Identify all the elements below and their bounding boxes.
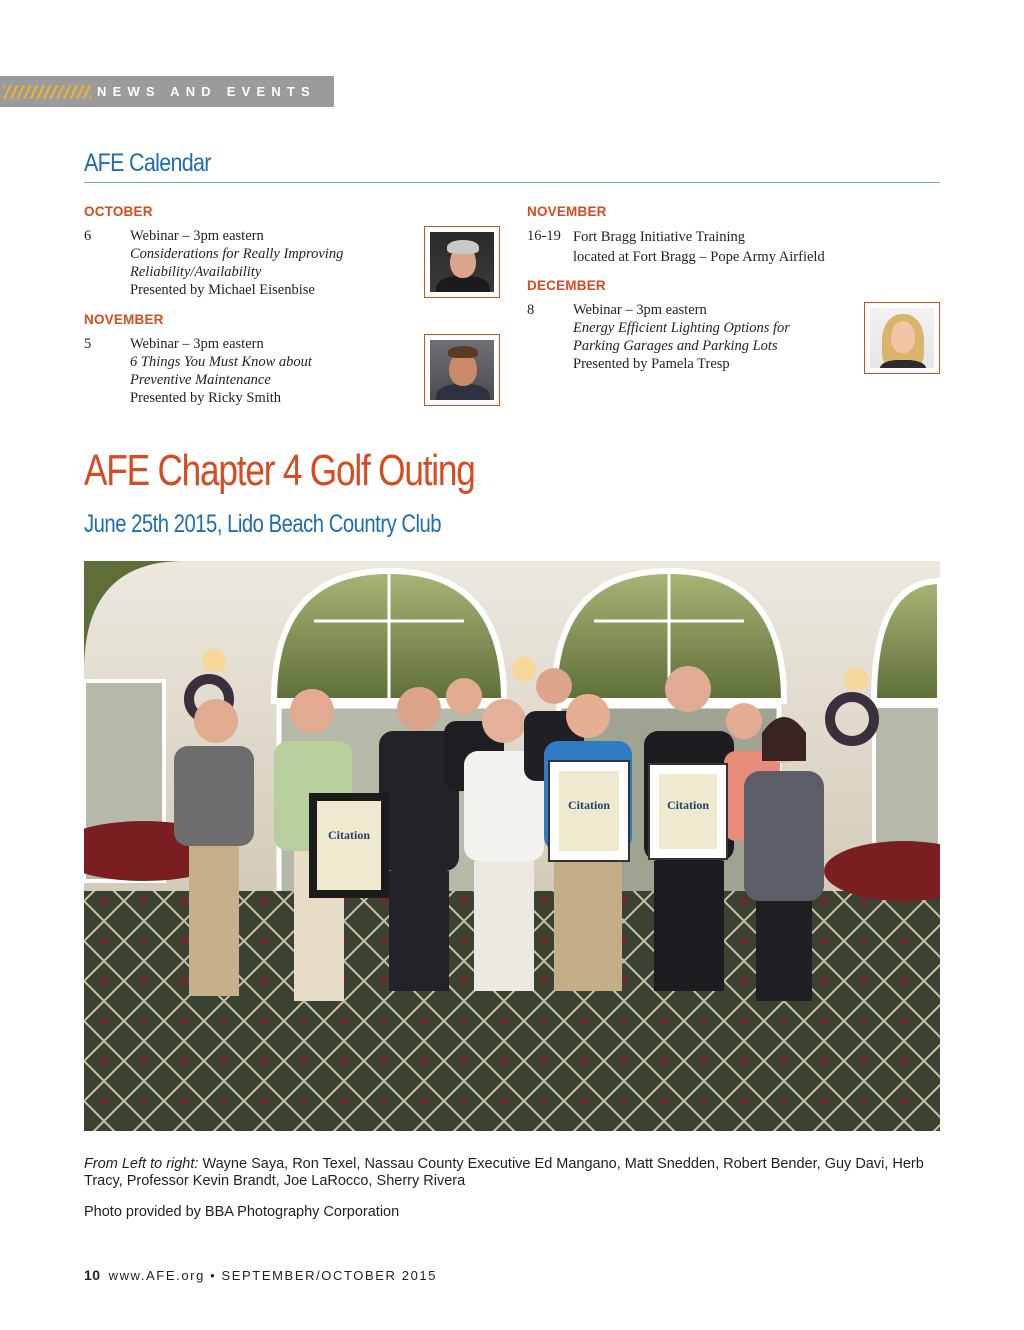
event-details [573, 227, 863, 267]
section-header-bar [0, 76, 334, 107]
event-type: Webinar – 3pm eastern [130, 228, 264, 244]
event-presenter: Presented by Pamela Tresp [573, 356, 730, 372]
event-line: located at Fort Bragg – Pope Army Airfield [573, 249, 825, 265]
article-subtitle: June 25th 2015, Lido Beach Country Club [84, 510, 442, 538]
calendar-divider [84, 182, 940, 183]
event-type: Webinar – 3pm eastern [573, 302, 707, 318]
event-details [130, 335, 420, 407]
month-heading-november: NOVEMBER [527, 204, 607, 219]
page-footer [84, 1267, 437, 1283]
event-date: 6 [84, 228, 92, 244]
event-date: 8 [527, 302, 535, 318]
month-heading-december: DECEMBER [527, 278, 606, 293]
photo-credit: Photo provided by BBA Photography Corporation [84, 1204, 400, 1220]
section-label: NEWS AND EVENTS [97, 84, 316, 99]
event-title-line: Energy Efficient Lighting Options for [573, 320, 790, 336]
event-type: Webinar – 3pm eastern [130, 336, 264, 352]
event-presenter: Presented by Michael Eisenbise [130, 282, 315, 298]
event-title-line: Considerations for Really Improving [130, 246, 344, 262]
citation-label: Citation [568, 798, 610, 812]
presenter-photo-eisenbise [424, 226, 500, 298]
event-title-line: 6 Things You Must Know about [130, 354, 312, 370]
event-title-line: Preventive Maintenance [130, 372, 271, 388]
citation-label: Citation [328, 828, 370, 842]
event-date: 5 [84, 336, 92, 352]
page-number: 10 [84, 1267, 101, 1283]
article-title: AFE Chapter 4 Golf Outing [84, 446, 475, 495]
event-details [573, 301, 863, 373]
portrait-image [430, 232, 494, 292]
event-line: Fort Bragg Initiative Training [573, 229, 745, 245]
citation-label: Citation [667, 798, 709, 812]
presenter-photo-tresp [864, 302, 940, 374]
event-title-line: Parking Garages and Parking Lots [573, 338, 778, 354]
caption-names: Wayne Saya, Ron Texel, Nassau County Executive Ed Mangano, Matt Snedden, Robert Bender, Guy Davi, Herb Tracy, Professor Kevin Brandt, Joe LaRocco, Sherry Rivera [84, 1156, 924, 1189]
portrait-image [430, 340, 494, 400]
presenter-photo-smith [424, 334, 500, 406]
hatch-decoration [3, 85, 91, 99]
event-title-line: Reliability/Availability [130, 264, 262, 280]
footer-text: www.AFE.org • SEPTEMBER/OCTOBER 2015 [108, 1268, 438, 1283]
group-photo-illustration [84, 561, 940, 1131]
calendar-title: AFE Calendar [84, 149, 211, 177]
caption-lead: From Left to right: [84, 1156, 199, 1172]
event-presenter: Presented by Ricky Smith [130, 390, 282, 406]
group-photo [84, 561, 940, 1131]
month-heading-november: NOVEMBER [84, 312, 164, 327]
event-date: 16-19 [527, 228, 561, 244]
month-heading-october: OCTOBER [84, 204, 153, 219]
event-details [130, 227, 420, 299]
photo-caption [84, 1156, 940, 1190]
portrait-image [870, 308, 934, 368]
